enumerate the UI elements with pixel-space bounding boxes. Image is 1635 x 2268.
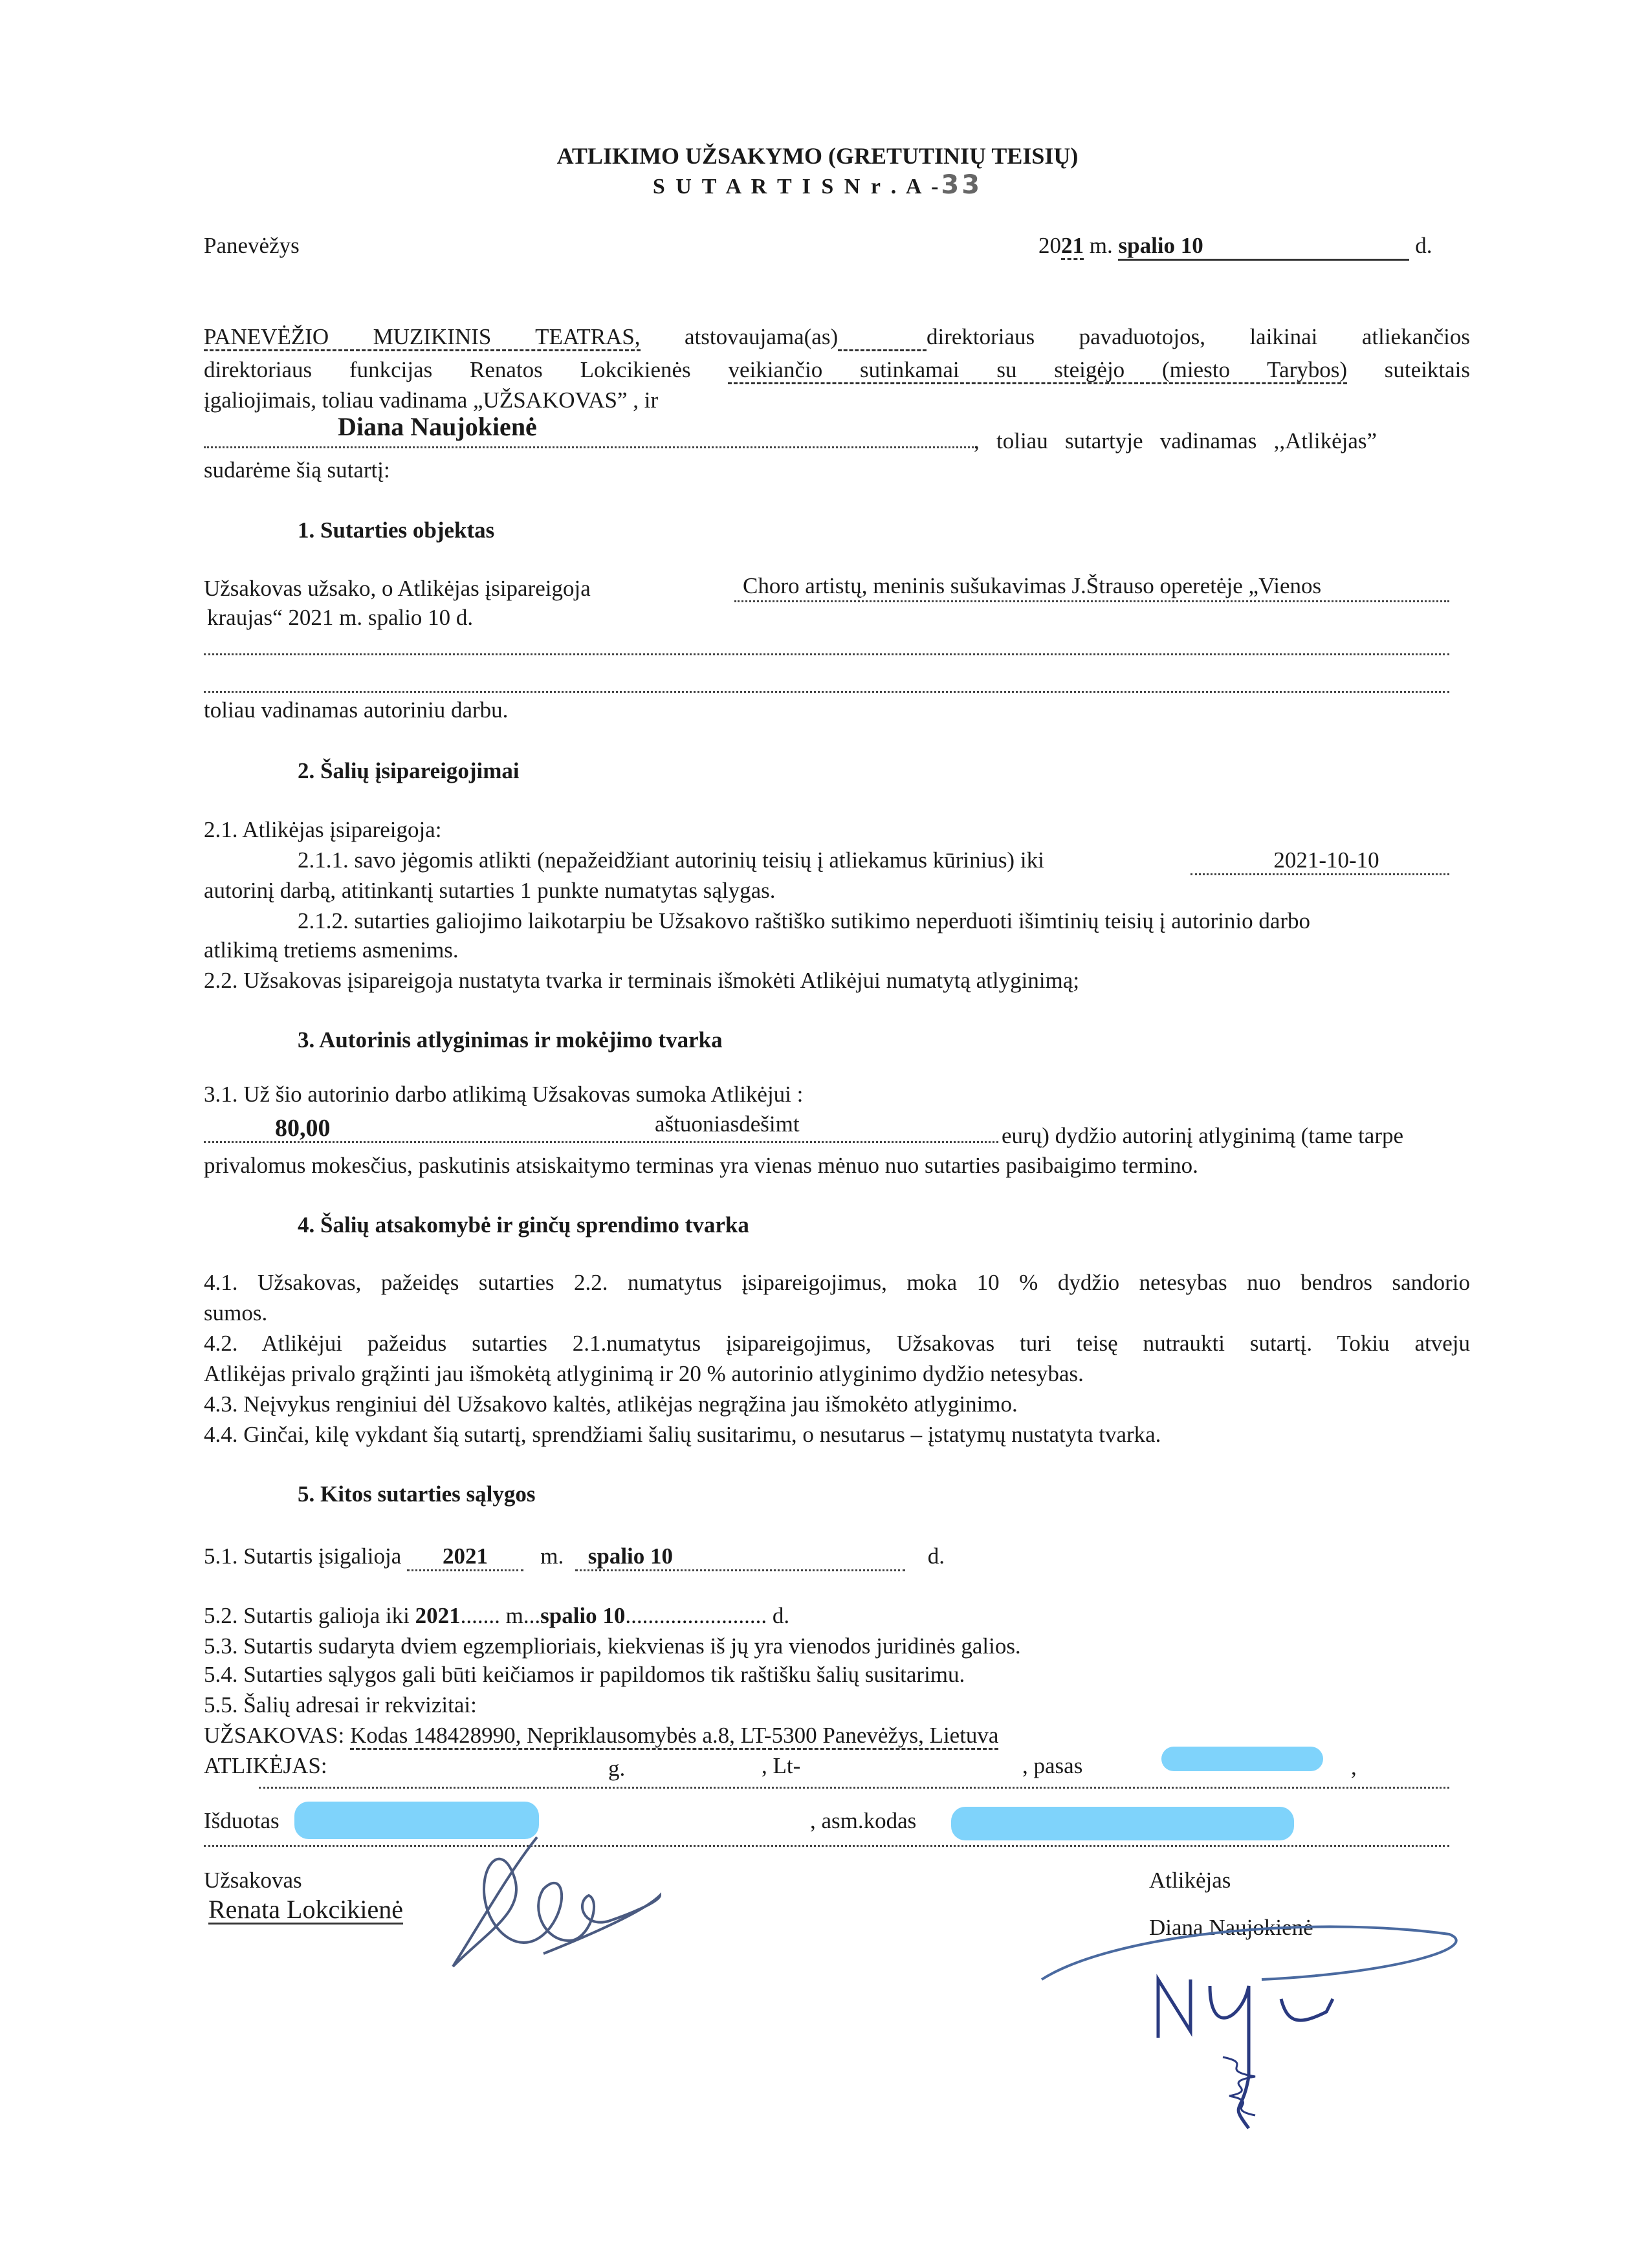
p2-1-2: 2.1.2. sutarties galiojimo laikotarpiu be Užsakovo raštiško sutikimo neperduoti išimtinių teisių į autorinio darbo xyxy=(298,908,1311,933)
client-signatory-name: Renata Lokcikienė xyxy=(208,1895,403,1924)
p4-2: 4.2. Atlikėjui pažeidus sutarties 2.1.numatytus įsipareigojimus, Užsakovas turi teisę nutraukti sutartį. Tokiu atveju xyxy=(204,1331,1470,1356)
intro-text: suteiktais xyxy=(1384,357,1471,382)
p3-1: 3.1. Už šio autorinio darbo atlikimą Užsakovas sumoka Atlikėjui : xyxy=(204,1082,804,1107)
section-3-heading: 3. Autorinis atlyginimas ir mokėjimo tvarka xyxy=(298,1027,723,1052)
intro-line-3: įgaliojimais, toliau vadinama „UŽSAKOVAS” , ir xyxy=(204,387,659,413)
p4-1: 4.1. Užsakovas, pažeidęs sutarties 2.2. numatytus įsipareigojimus, moka 10 % dydžio netesybas nuo bendros sandorio xyxy=(204,1270,1470,1295)
authority-basis: veikiančio sutinkamai su steigėjo (miesto Tarybos) xyxy=(728,357,1347,384)
org-name: PANEVĖŽIO MUZIKINIS TEATRAS, xyxy=(204,324,641,351)
p5-2 xyxy=(204,1603,789,1629)
performer-street: g. xyxy=(608,1756,626,1781)
intro-text: direktoriaus pavaduotojos, laikinai atliekančios xyxy=(927,324,1471,349)
performer-signatory-name: Diana Naujokienė xyxy=(1149,1915,1313,1940)
client-role: Užsakovas xyxy=(204,1868,302,1893)
p5-2-d: ......................... d. xyxy=(625,1603,790,1628)
p2-1: 2.1. Atlikėjas įsipareigoja: xyxy=(204,817,442,842)
date-prefix: 20 xyxy=(1038,233,1061,258)
redacted-passport xyxy=(1161,1747,1323,1771)
p5-2-m: ....... m... xyxy=(460,1603,541,1628)
section-2-heading: 2. Šalių įsipareigojimai xyxy=(298,758,520,783)
p2-2: 2.2. Užsakovas įsipareigoja nustatyta tvarka ir terminais išmokėti Atlikėjui numatytą atlyginimą; xyxy=(204,968,1080,993)
performer-name: Diana Naujokienė xyxy=(338,412,537,441)
amount-words: aštuoniasdešimt xyxy=(655,1111,800,1137)
performer-comma: , xyxy=(1351,1754,1357,1780)
client-details xyxy=(204,1723,998,1749)
p5-5: 5.5. Šalių adresai ir rekvizitai: xyxy=(204,1692,477,1717)
p4-3: 4.3. Neįvykus renginiui dėl Užsakovo kaltės, atlikėjas negrąžina jau išmokėto atlyginimo. xyxy=(204,1391,1018,1417)
contract-date xyxy=(1038,233,1432,261)
issued-label: Išduotas xyxy=(204,1808,280,1833)
p4-2-cont: Atlikėjas privalo grąžinti jau išmokėtą atlyginimą ir 20 % autorinio atlyginimo dydžio netesybas. xyxy=(204,1361,1084,1386)
p5-2-label: 5.2. Sutartis galioja iki xyxy=(204,1603,410,1628)
end-month-day: spalio 10 xyxy=(540,1603,626,1628)
intro-text: direktoriaus funkcijas Renatos Lokcikienės xyxy=(204,357,691,382)
date-month-day: spalio 10 xyxy=(1118,233,1409,261)
place: Panevėžys xyxy=(204,233,300,258)
performer-passport-label: , pasas xyxy=(1022,1753,1083,1778)
performer-label: ATLIKĖJAS: xyxy=(204,1753,327,1778)
amount: 80,00 xyxy=(275,1115,331,1142)
performer-role: Atlikėjas xyxy=(1149,1868,1231,1893)
section-5-heading: 5. Kitos sutarties sąlygos xyxy=(298,1481,536,1507)
end-year: 2021 xyxy=(415,1603,461,1628)
date-m: m. xyxy=(1089,233,1113,258)
intro-line-2 xyxy=(204,357,1470,383)
p3-1-cont: eurų) dydžio autorinį atlyginimą (tame tarpe xyxy=(1002,1123,1404,1148)
start-month-day: spalio 10 xyxy=(575,1543,905,1571)
title-line-2 xyxy=(0,172,1635,200)
performer-postcode: , Lt- xyxy=(762,1753,801,1778)
p4-1-cont: sumos. xyxy=(204,1300,268,1325)
p5-1-label: 5.1. Sutartis įsigalioja xyxy=(204,1543,402,1569)
performer-signature xyxy=(1035,1908,1488,2141)
title-line-1: ATLIKIMO UŽSAKYMO (GRETUTINIŲ TEISIŲ) xyxy=(556,143,1079,169)
p4-4: 4.4. Ginčai, kilę vykdant šią sutartį, sprendžiami šalių susitarimu, o nesutarus – įstatymų nustatyta tvarka. xyxy=(204,1422,1161,1447)
s1-object: Choro artistų, meninis sušukavimas J.Štrauso operetėje „Vienos xyxy=(743,573,1322,598)
p5-1-m: m. xyxy=(540,1543,564,1569)
start-year: 2021 xyxy=(407,1543,523,1571)
date-d: d. xyxy=(1415,233,1432,258)
contract-number: 33 xyxy=(941,170,983,200)
client-signature xyxy=(414,1831,686,1999)
p5-1-d: d. xyxy=(927,1543,945,1569)
s1-lead: Užsakovas užsako, o Atlikėjas įsipareigoja xyxy=(204,576,591,601)
s1-tail: toliau vadinamas autoriniu darbu. xyxy=(204,697,509,723)
intro-text: atstovaujama(as) xyxy=(684,324,839,349)
s1-object-cont: kraujas“ 2021 m. spalio 10 d. xyxy=(207,605,474,630)
intro-line-5: sudarėme šią sutartį: xyxy=(204,457,390,483)
section-1-heading: 1. Sutarties objektas xyxy=(298,518,495,543)
date-year: 21 xyxy=(1061,233,1084,260)
p3-1-cont2: privalomus mokesčius, paskutinis atsiskaitymo terminas yra vienas mėnuo nuo sutarties pasibaigimo termino. xyxy=(204,1153,1198,1178)
p2-1-1-cont: autorinį darbą, atitinkantį sutarties 1 punkte numatytas sąlygas. xyxy=(204,878,776,903)
p5-3: 5.3. Sutartis sudaryta dviem egzemplioriais, kiekvienas iš jų yra vienodos juridinės galios. xyxy=(204,1633,1021,1659)
p5-4: 5.4. Sutarties sąlygos gali būti keičiamos ir papildomos tik raštišku šalių susitarimu. xyxy=(204,1662,965,1687)
personal-code-label: , asm.kodas xyxy=(810,1808,917,1833)
client-label: UŽSAKOVAS: xyxy=(204,1723,345,1748)
title-contract: S U T A R T I S N r . A - xyxy=(652,175,941,199)
client-address: Kodas 148428990, Nepriklausomybės a.8, LT-5300 Panevėžys, Lietuva xyxy=(350,1723,999,1750)
redacted-personal-code xyxy=(951,1807,1294,1840)
p2-1-1-line xyxy=(298,847,1449,875)
p5-1 xyxy=(204,1543,945,1571)
p2-1-2-cont: atlikimą tretiems asmenims. xyxy=(204,937,459,963)
intro-line-1 xyxy=(204,324,1470,350)
p2-1-1: 2.1.1. savo jėgomis atlikti (nepažeidžiant autorinių teisių į atliekamus kūrinius) iki xyxy=(298,847,1044,873)
p2-1-1-date: 2021-10-10 xyxy=(1191,847,1449,875)
section-4-heading: 4. Šalių atsakomybė ir ginčų sprendimo tvarka xyxy=(298,1212,749,1238)
intro-line-4: , toliau sutartyje vadinamas ,,Atlikėjas” xyxy=(974,428,1377,453)
